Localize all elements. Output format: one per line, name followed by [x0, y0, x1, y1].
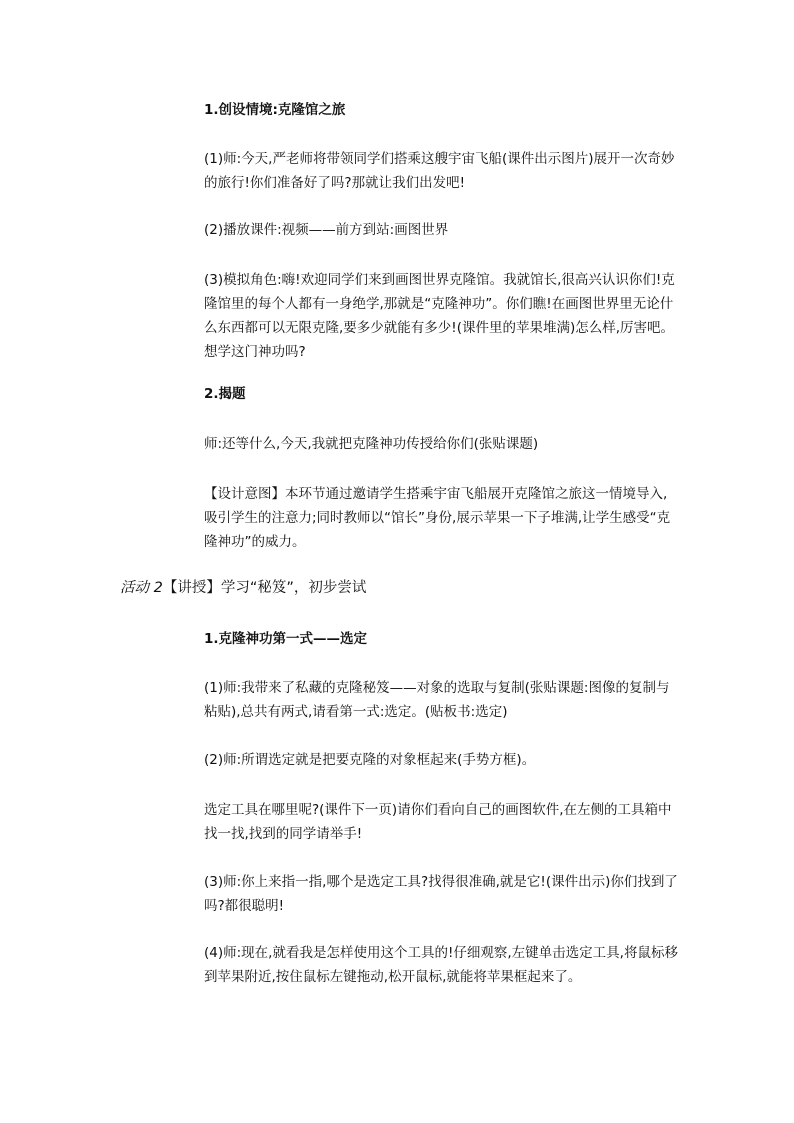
- paragraph-demo-tool: (4)师:现在,就看我是怎样使用这个工具的!仔细观察,左键单击选定工具,将鼠标移到苹果附近,按住鼠标左键拖动,松开鼠标,就能将苹果框起来了。: [204, 945, 678, 985]
- paragraph-design-intent: 【设计意图】本环节通过邀请学生搭乘宇宙飞船展开克隆馆之旅这一情境导入,吸引学生的注意力;同时教师以“馆长”身份,展示苹果一下子堆满,让学生感受“克隆神功”的威力。: [204, 486, 671, 550]
- activity-2-heading: [120, 576, 680, 600]
- section-heading-topic: 2.揭题: [204, 386, 246, 402]
- section-heading-scenario: 1.创设情境:克隆馆之旅: [204, 102, 346, 118]
- paragraph-select-definition: (2)师:所谓选定就是把要克隆的对象框起来(手势方框)。: [204, 752, 536, 768]
- activity-title: 【讲授】学习“秘笈”，初步尝试: [162, 580, 367, 596]
- activity-label: 活动 2: [120, 580, 163, 596]
- paragraph-role-play: (3)模拟角色:嗨!欢迎同学们来到画图世界克隆馆。我就馆长,很高兴认识你们!克隆馆里的每个人都有一身绝学,那就是“克隆神功”。你们瞧!在画图世界里无论什么东西都可以无限克隆,要多少就能有多少!(课件里的苹果堆满)怎么样,厉害吧。想学这门神功吗?: [204, 272, 675, 360]
- paragraph-clone-manual: (1)师:我带来了私藏的克隆秘笈——对象的选取与复制(张贴课题:图像的复制与粘贴),总共有两式,请看第一式:选定。(贴板书:选定): [204, 680, 670, 720]
- paragraph-teacher-intro: (1)师:今天,严老师将带领同学们搭乘这艘宇宙飞船(课件出示图片)展开一次奇妙的旅行!你们准备好了吗?那就让我们出发吧!: [204, 151, 675, 191]
- section-heading-select: 1.克隆神功第一式——选定: [204, 631, 368, 647]
- paragraph-find-tool: 选定工具在哪里呢?(课件下一页)请你们看向自己的画图软件,在左侧的工具箱中找一找,找到的同学请举手!: [204, 802, 672, 842]
- paragraph-point-tool: (3)师:你上来指一指,哪个是选定工具?找得很准确,就是它!(课件出示)你们找到了吗?都很聪明!: [204, 874, 678, 914]
- paragraph-reveal-topic: 师:还等什么,今天,我就把克隆神功传授给你们(张贴课题): [204, 436, 539, 452]
- paragraph-play-video: (2)播放课件:视频——前方到站:画图世界: [204, 222, 449, 238]
